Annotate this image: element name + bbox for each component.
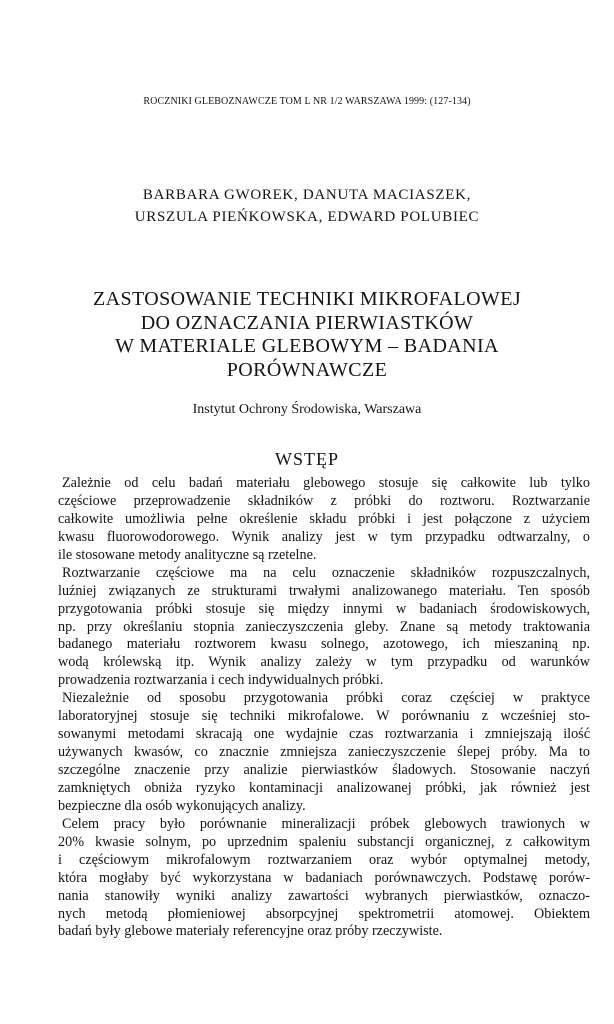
text-line: badanego materiału roztworem kwasu solnego, azotowego, ich mieszaniną np. [58,636,590,653]
text-line: badań były glebowe materiały referencyjne oraz próby rzeczywiste. [58,923,443,940]
text-line: nych metodą płomieniowej absorpcyjnej spektrometrii atomowej. Obiektem [58,905,590,922]
text-line: i częściowym mikrofalowym roztwarzaniem oraz wybór optymalnej metody, [58,851,590,868]
text-line: laboratoryjnej stosuje się techniki mikrofalowe. W porównaniu z wcześniej sto- [58,708,590,725]
authors-line: URSZULA PIEŃKOWSKA, EDWARD POLUBIEC [134,209,480,225]
text-line: częściowe przeprowadzenie składników z próbki do roztworu. Roztwarzanie [58,492,590,509]
affiliation: Instytut Ochrony Środowiska, Warszawa [192,402,422,417]
journal-header: ROCZNIKI GLEBOZNAWCZE TOM L NR 1/2 WARSZAWA 1999: (127-134) [143,96,471,107]
text-line: luźniej związanych ze strukturami trwałymi analizowanego materiału. Ten sposób [58,582,590,599]
text-line: Zależnie od celu badań materiału glebowego stosuje się całkowite lub tylko [62,475,590,491]
authors [0,184,614,228]
body-text [58,475,590,941]
text-line: szczególne znaczenie przy analizie pierwiastków śladowych. Stosowanie naczyń [58,762,590,778]
text-line: Niezależnie od sposobu przygotowania próbki coraz częściej w praktyce [62,690,590,707]
title-line: DO OZNACZANIA PIERWIASTKÓW [140,311,474,334]
text-line: bezpieczne dla osób wykonujących analizy. [58,797,306,814]
text-line: Celem pracy było porównanie mineralizacji próbek glebowych trawionych w [62,815,590,832]
text-line: nania stanowiły wyniki analizy zawartości wybranych pierwiastków, oznaczo- [58,887,590,904]
title-line: PORÓWNAWCZE [226,358,388,381]
text-line: wodą królewską itp. Wynik analizy zależy w tym przypadku od warunków [58,654,590,671]
title-line: ZASTOSOWANIE TECHNIKI MIKROFALOWEJ [92,288,522,310]
section-heading: WSTĘP [274,449,339,469]
text-line: np. przy określaniu stopnia zanieczyszczenia gleby. Znane są metody traktowania [58,618,590,635]
text-line: która mogłaby być wykorzystana w badaniach porównawczych. Podstawę porów- [58,869,590,886]
text-line: sowanymi metodami skracają one wydajnie czas roztwarzania i zmniejszają ilość [58,726,590,743]
article-title [0,288,614,382]
text-line: używanych kwasów, co znacznie zmniejsza zanieczyszczenie ślepej próby. Ma to [58,744,590,761]
text-line: całkowite umożliwia pełne określenie składu próbki i jest połączone z użyciem [58,510,590,527]
text-line: Roztwarzanie częściowe ma na celu oznaczenie składników rozpuszczalnych, [62,564,590,581]
title-line: W MATERIALE GLEBOWYM – BADANIA [115,335,499,357]
text-line: kwasu fluorowodorowego. Wynik analizy jest w tym przypadku odtwarzalny, o [58,528,590,545]
text-line: ile stosowane metody analityczne są rzetelne. [58,546,317,563]
text-line: 20% kwasie solnym, po uprzednim spaleniu substancji organicznej, z całkowitym [58,833,590,850]
text-line: przygotowania próbki stosuje się między innymi w badaniach środowiskowych, [58,600,590,617]
text-line: zamkniętych obniża ryzyko kontaminacji analizowanej próbki, jak również jest [58,779,590,796]
text-line: prowadzenia roztwarzania i cech indywidualnych próbki. [58,672,384,689]
authors-line: BARBARA GWOREK, DANUTA MACIASZEK, [142,187,472,203]
